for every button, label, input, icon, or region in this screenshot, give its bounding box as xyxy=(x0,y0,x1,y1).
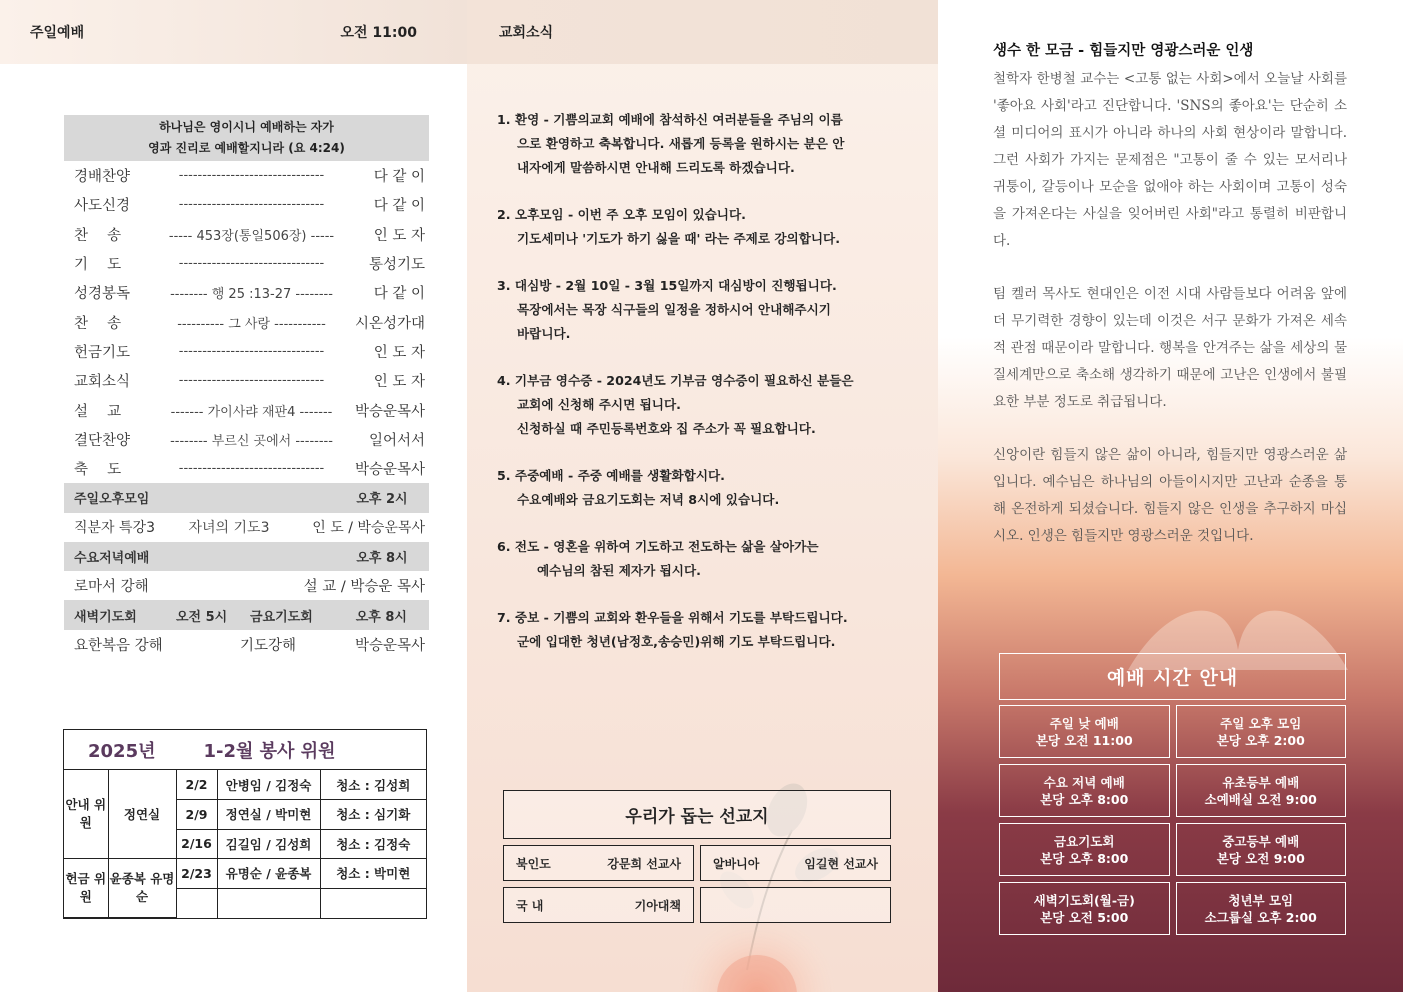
news-line: 신청하실 때 주민등록번호와 집 주소가 꼭 필요합니다. xyxy=(517,421,816,436)
order-leader: 다 같 이 xyxy=(373,198,425,215)
news-line: 바랍니다. xyxy=(517,326,571,341)
news-line: 1. 환영 - 기쁨의교회 예배에 참석하신 여러분들을 주님의 이름 xyxy=(497,112,843,127)
worship-times-box xyxy=(999,653,1346,935)
cleaning-duty: 청소 : 김성희 xyxy=(320,770,426,800)
order-detail: ------------------------------- xyxy=(178,373,325,389)
news-line: 3. 대심방 - 2월 10일 - 3월 15일까지 대심방이 진행됩니다. xyxy=(497,278,837,293)
section-title: 수요저녁예배 xyxy=(74,551,150,566)
section-time: 오전 5시 xyxy=(176,609,228,625)
order-item: 결단찬양 xyxy=(74,432,131,449)
news-line: 기도세미나 '기도가 하기 싫을 때' 라는 주제로 강의합니다. xyxy=(517,231,840,246)
worship-time: 소그룹실 오후 2:00 xyxy=(1204,909,1317,925)
order-leader: 시온성가대 xyxy=(354,315,425,332)
news-line: 목장에서는 목장 식구들의 일정을 정하시어 안내해주시기 xyxy=(517,302,831,317)
service-date: 2/16 xyxy=(176,829,217,859)
order-detail: ------- 가이사랴 재판4 ------- xyxy=(170,404,333,420)
empty-cell xyxy=(217,888,320,918)
missionary-name: 임길현 선교사 xyxy=(804,856,878,871)
essay-paragraph: 신앙이란 힘들지 않은 삶이 아니라, 힘들지만 영광스러운 삶입니다. 예수님은 하나님의 아들이시지만 고난과 순종을 통해 온전하게 되셨습니다. 힘들지 않은 인생을 추구하지 마십시오. 인생은 힘들지만 영광스러운 것입니다. xyxy=(993,447,1347,544)
news-line: 수요예배와 금요기도회는 저녁 8시에 있습니다. xyxy=(517,492,780,507)
section-time: 오후 8시 xyxy=(355,609,407,625)
verse-line: 영과 진리로 예배할지니라 (요 4:24) xyxy=(148,141,345,155)
news-item xyxy=(497,108,897,180)
guide-label: 안내 위원 xyxy=(64,770,108,859)
missionary-name: 기아대책 xyxy=(634,898,681,913)
order-detail: ------------------------------- xyxy=(178,461,325,477)
order-leader: 다 같 이 xyxy=(373,286,425,303)
mission-place: 북인도 xyxy=(516,856,551,871)
missionary-name: 강문희 선교사 xyxy=(607,856,681,871)
order-item: 찬 송 xyxy=(74,227,122,244)
worship-time: 본당 오전 11:00 xyxy=(1035,732,1133,748)
worship-time-cell xyxy=(999,764,1170,817)
cleaning-duty: 청소 : 심기화 xyxy=(320,800,426,830)
dawn-prayer-row xyxy=(64,630,429,659)
order-row xyxy=(64,190,429,219)
row-item: 박승운목사 xyxy=(354,637,425,654)
order-detail: ----- 453장(통일506장) ----- xyxy=(168,228,335,244)
worship-name: 수요 저녁 예배 xyxy=(1043,774,1125,790)
row-item: 인 도 / 박승운목사 xyxy=(312,520,425,537)
worship-name: 유초등부 예배 xyxy=(1222,774,1300,790)
sunday-worship-header xyxy=(0,0,467,64)
order-item: 교회소식 xyxy=(74,374,131,391)
service-names: 정연실 / 박미현 xyxy=(217,800,320,830)
essay-paragraph: 철학자 한병철 교수는 <고통 없는 사회>에서 오늘날 사회를 '좋아요 사회'라고 진단합니다. 'SNS의 좋아요'는 단순히 소셜 미디어의 표시가 아니라 하나의 사회 현상이라 말합니다. 그런 사회가 가지는 문제점은 "고통이 줄 수 있는 모서리나 귀퉁이, 갈등이나 모순을 없애야 하는 사회이며 고통이 성숙을 가져온다는 사실을 잊어버린 사회"라고 통렬히 비판합니다. xyxy=(993,71,1347,249)
mission-place: 국 내 xyxy=(516,898,544,913)
news-item xyxy=(497,464,897,512)
missionary-cell xyxy=(700,845,891,881)
order-leader: 통성기도 xyxy=(368,257,425,274)
news-line: 교회에 신청해 주시면 됩니다. xyxy=(517,397,681,412)
row-item: 직분자 특강3 xyxy=(74,520,155,537)
row-item: 설 교 / 박승운 목사 xyxy=(303,579,425,596)
worship-time-cell xyxy=(1176,823,1347,876)
empty-cell xyxy=(320,888,426,918)
worship-time: 본당 오전 9:00 xyxy=(1216,850,1305,866)
worship-time-cell xyxy=(1176,882,1347,935)
service-date: 2/23 xyxy=(176,859,217,889)
missionary-cell xyxy=(503,845,694,881)
order-row xyxy=(64,220,429,249)
missionary-box xyxy=(503,790,891,923)
worship-time: 본당 오후 8:00 xyxy=(1040,791,1129,807)
service-schedule xyxy=(64,770,426,918)
worship-times-title: 예배 시간 안내 xyxy=(999,653,1346,700)
order-leader: 박승운목사 xyxy=(354,462,425,479)
worship-name: 주일 낮 예배 xyxy=(1049,715,1119,731)
order-item: 기 도 xyxy=(74,257,122,274)
news-line: 5. 주중예배 - 주중 예배를 생활화합시다. xyxy=(497,468,725,483)
worship-time: 소예배실 오전 9:00 xyxy=(1204,791,1317,807)
essay-title: 생수 한 모금 - 힘들지만 영광스러운 인생 xyxy=(993,43,1254,59)
section-title: 주일오후모임 xyxy=(74,492,150,508)
guide-name: 정연실 xyxy=(108,770,176,859)
news-line: 예수님의 참된 제자가 됩시다. xyxy=(537,563,701,578)
wednesday-worship-header xyxy=(64,542,429,571)
news-line: 내자에게 말씀하시면 안내해 드리도록 하겠습니다. xyxy=(517,160,795,175)
worship-name: 주일 오후 모임 xyxy=(1220,715,1302,731)
church-news-panel xyxy=(467,0,938,992)
scripture-verse xyxy=(64,115,429,161)
order-item: 설 교 xyxy=(74,403,122,420)
cleaning-duty: 청소 : 김정숙 xyxy=(320,829,426,859)
order-row xyxy=(64,307,429,336)
afternoon-meeting-header xyxy=(64,483,429,512)
service-committee-title xyxy=(64,730,426,770)
order-detail: ------------------------------- xyxy=(178,197,325,213)
news-line: 2. 오후모임 - 이번 주 오후 모임이 있습니다. xyxy=(497,207,746,222)
section-time: 오후 2시 xyxy=(356,492,408,508)
row-item: 요한복음 강해 xyxy=(74,637,163,654)
order-row xyxy=(64,366,429,395)
order-row xyxy=(64,425,429,454)
missionary-cell xyxy=(700,887,891,923)
news-line: 4. 기부금 영수증 - 2024년도 기부금 영수증이 필요하신 분들은 xyxy=(497,373,854,388)
service-committee-table xyxy=(63,729,427,919)
order-row xyxy=(64,454,429,483)
dawn-prayer-header xyxy=(64,600,429,629)
devotional-panel xyxy=(938,0,1403,992)
order-detail: ------------------------------- xyxy=(178,168,325,184)
section-title: 금요기도회 xyxy=(250,609,313,625)
worship-time-cell xyxy=(1176,764,1347,817)
worship-order-panel xyxy=(0,0,467,992)
essay-paragraph: 팀 켈러 목사도 현대인은 이전 시대 사람들보다 어려움 앞에 더 무기력한 경향이 있는데 이것은 서구 문화가 가져온 세속적 관점 때문이라 말합니다. 행복을 안겨주는 삶을 세상의 물질세계만으로 축소해 생각하기 때문에 고난은 인생에서 불필요한 부분 정도로 취급됩니다. xyxy=(993,286,1347,410)
header-time: 오전 11:00 xyxy=(340,25,417,41)
section-time: 오후 8시 xyxy=(356,551,408,566)
missionary-title: 우리가 돕는 선교지 xyxy=(503,790,891,839)
order-detail: -------- 부르신 곳에서 -------- xyxy=(170,433,333,449)
news-item xyxy=(497,535,897,583)
order-row xyxy=(64,249,429,278)
section-title: 새벽기도회 xyxy=(74,609,137,625)
missionary-cell xyxy=(503,887,694,923)
order-detail: ---------- 그 사랑 ----------- xyxy=(177,316,326,332)
cleaning-duty: 청소 : 박미현 xyxy=(320,859,426,889)
devotional-essay xyxy=(993,40,1347,576)
order-item: 사도신경 xyxy=(74,198,131,215)
order-leader: 다 같 이 xyxy=(373,169,425,186)
service-year: 2025년 xyxy=(88,740,156,762)
news-item xyxy=(497,369,897,441)
offering-label: 헌금 위원 xyxy=(64,859,108,918)
offering-names: 윤종복 유명순 xyxy=(108,859,176,918)
worship-name: 금요기도회 xyxy=(1054,833,1115,849)
mission-place: 알바니아 xyxy=(713,856,760,871)
verse-line: 하나님은 영이시니 예배하는 자가 xyxy=(159,120,334,134)
header-title: 교회소식 xyxy=(499,25,554,41)
service-date: 2/2 xyxy=(176,770,217,800)
row-item: 기도강해 xyxy=(240,637,297,654)
row-item: 자녀의 기도3 xyxy=(188,520,270,537)
worship-time-cell xyxy=(999,882,1170,935)
order-detail: ------------------------------- xyxy=(178,256,325,272)
service-date: 2/9 xyxy=(176,800,217,830)
news-line: 으로 환영하고 축복합니다. 새롭게 등록을 원하시는 분은 안 xyxy=(517,136,845,151)
order-leader: 인 도 자 xyxy=(373,227,425,244)
header-title: 주일예배 xyxy=(30,25,85,41)
order-leader: 박승운목사 xyxy=(354,403,425,420)
service-names: 김길임 / 김성희 xyxy=(217,829,320,859)
order-item: 찬 송 xyxy=(74,315,122,332)
worship-time: 본당 오후 2:00 xyxy=(1216,732,1305,748)
church-news-header xyxy=(467,0,938,64)
worship-order xyxy=(64,115,429,659)
order-row xyxy=(64,161,429,190)
wednesday-worship-row xyxy=(64,571,429,600)
worship-time-cell xyxy=(999,705,1170,758)
service-title: 1-2월 봉사 위원 xyxy=(203,740,336,762)
news-line: 6. 전도 - 영혼을 위하여 기도하고 전도하는 삶을 살아가는 xyxy=(497,539,819,554)
order-leader: 인 도 자 xyxy=(373,344,425,361)
worship-time: 본당 오전 5:00 xyxy=(1040,909,1129,925)
order-item: 헌금기도 xyxy=(74,344,131,361)
worship-name: 청년부 모임 xyxy=(1228,892,1294,908)
order-row xyxy=(64,278,429,307)
order-item: 축 도 xyxy=(74,462,122,479)
service-names: 안병임 / 김정숙 xyxy=(217,770,320,800)
news-item xyxy=(497,203,897,251)
order-detail: ------------------------------- xyxy=(178,343,325,359)
news-line: 7. 중보 - 기쁨의 교회와 환우들을 위해서 기도를 부탁드립니다. xyxy=(497,610,848,625)
service-names: 유명순 / 윤종복 xyxy=(217,859,320,889)
worship-name: 새벽기도회(월-금) xyxy=(1033,892,1135,908)
afternoon-meeting-row xyxy=(64,513,429,542)
worship-name: 중고등부 예배 xyxy=(1222,833,1300,849)
worship-time-cell xyxy=(1176,705,1347,758)
empty-cell xyxy=(176,888,217,918)
news-item xyxy=(497,606,897,654)
order-item: 경배찬양 xyxy=(74,169,131,186)
order-leader: 일어서서 xyxy=(368,432,425,449)
row-item: 로마서 강해 xyxy=(74,579,149,596)
news-list xyxy=(497,108,897,677)
news-item xyxy=(497,274,897,346)
news-line: 군에 입대한 청년(남정호,송승민)위해 기도 부탁드립니다. xyxy=(517,634,836,649)
order-row xyxy=(64,337,429,366)
order-leader: 인 도 자 xyxy=(373,374,425,391)
order-row xyxy=(64,395,429,424)
order-item: 성경봉독 xyxy=(74,286,131,303)
worship-time-cell xyxy=(999,823,1170,876)
order-detail: -------- 행 25 :13-27 -------- xyxy=(170,287,333,303)
worship-time: 본당 오후 8:00 xyxy=(1040,850,1129,866)
